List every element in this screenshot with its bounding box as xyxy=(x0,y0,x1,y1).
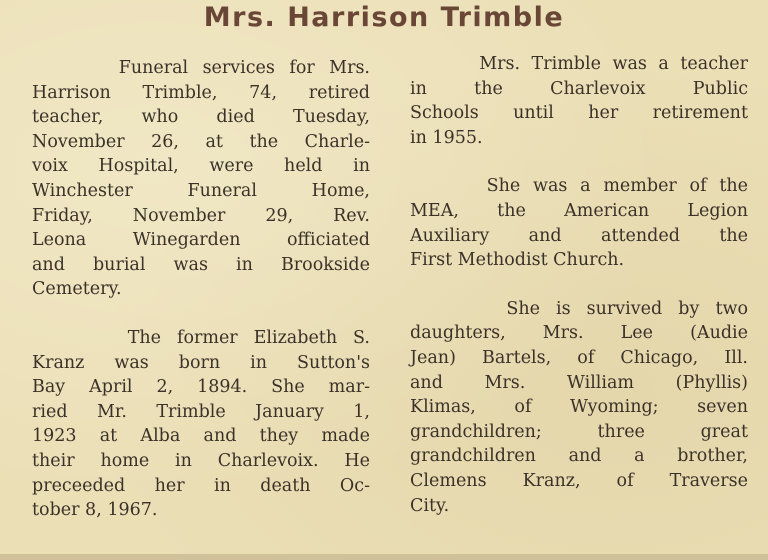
paragraph-funeral-services xyxy=(32,56,370,302)
text-line: Kranz was born in Sutton's xyxy=(32,352,370,373)
text-line: Friday, November 29, Rev. xyxy=(32,205,370,226)
text-line: Harrison Trimble, 74, retired xyxy=(32,82,370,103)
paragraph-survivors xyxy=(410,297,748,518)
text-line: Klimas, of Wyoming; seven xyxy=(410,397,748,418)
text-line: 1923 at Alba and they made xyxy=(32,426,370,447)
text-line: Funeral services for Mrs. xyxy=(32,58,370,78)
text-line: City. xyxy=(410,495,450,516)
text-line: grandchildren and a brother, xyxy=(410,446,748,467)
text-line: daughters, Mrs. Lee (Audie xyxy=(410,323,748,344)
text-line: voix Hospital, were held in xyxy=(32,156,370,177)
text-line: tober 8, 1967. xyxy=(32,500,158,521)
text-line: Bay April 2, 1894. She mar- xyxy=(32,377,370,398)
text-line: First Methodist Church. xyxy=(410,250,625,271)
text-line: their home in Charlevoix. He xyxy=(32,450,370,471)
text-line: The former Elizabeth S. xyxy=(32,327,370,348)
bottom-edge xyxy=(0,554,768,560)
paragraph-biography xyxy=(32,326,370,523)
text-line: Leona Winegarden officiated xyxy=(32,230,370,251)
text-line: Schools until her retirement xyxy=(410,103,748,124)
text-line: Cemetery. xyxy=(32,279,122,300)
text-line: in the Charlevoix Public xyxy=(410,78,748,99)
headline: Mrs. Harrison Trimble xyxy=(203,2,565,33)
text-line: She was a member of the xyxy=(410,176,748,197)
text-line: Jean) Bartels, of Chicago, Ill. xyxy=(410,347,748,368)
left-column xyxy=(32,56,370,523)
text-line: November 26, at the Charle- xyxy=(32,131,370,152)
text-line: and burial was in Brookside xyxy=(32,254,370,275)
paragraph-career xyxy=(410,52,748,150)
text-line: preceeded her in death Oc- xyxy=(32,475,370,496)
text-line: Mrs. Trimble was a teacher xyxy=(410,54,748,74)
right-column xyxy=(410,52,748,518)
text-line: in 1955. xyxy=(410,127,483,148)
text-line: teacher, who died Tuesday, xyxy=(32,107,370,128)
text-line: Winchester Funeral Home, xyxy=(32,180,370,201)
text-line: ried Mr. Trimble January 1, xyxy=(32,401,370,422)
text-line: and Mrs. William (Phyllis) xyxy=(410,372,748,393)
text-line: Auxiliary and attended the xyxy=(410,225,748,246)
text-line: She is survived by two xyxy=(410,298,748,319)
paragraph-memberships xyxy=(410,174,748,272)
text-line: Clemens Kranz, of Traverse xyxy=(410,470,748,491)
text-line: grandchildren; three great xyxy=(410,421,748,442)
text-line: MEA, the American Legion xyxy=(410,200,748,221)
